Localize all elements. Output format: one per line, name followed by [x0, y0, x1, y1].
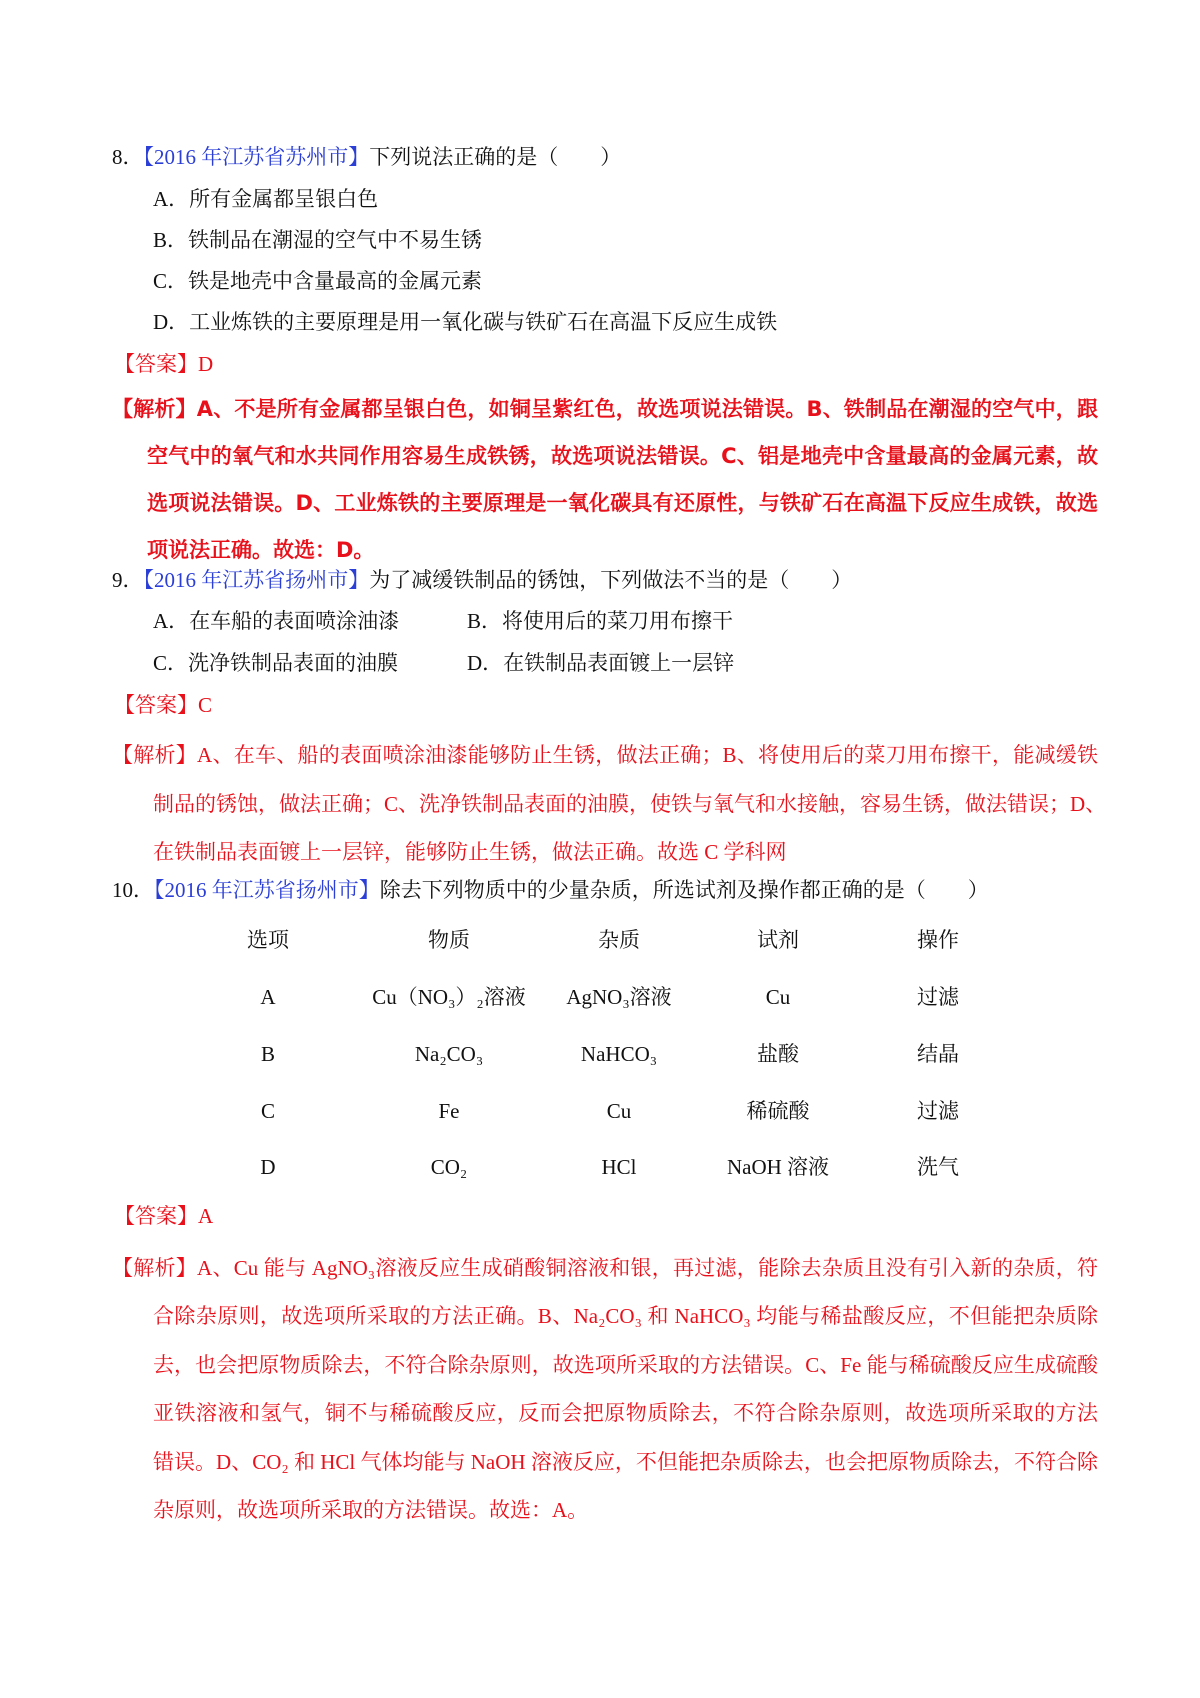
table-cell: CO₂ [430, 1155, 468, 1179]
table-header-cell: 操作 [917, 928, 959, 952]
question-9-option-a: A．在车船的表面喷涂油漆 [153, 609, 400, 633]
question-9-stem: 为了减缓铁制品的锈蚀，下列做法不当的是（ ） [369, 568, 853, 592]
table-header-cell: 试剂 [757, 928, 799, 952]
table-cell: AgNO₃溶液 [566, 985, 672, 1009]
question-8-option-c: C．铁是地壳中含量最高的金属元素 [153, 269, 483, 293]
question-10-stem: 除去下列物质中的少量杂质，所选试剂及操作都正确的是（ ） [379, 878, 989, 902]
question-8-stem: 下列说法正确的是（ ） [369, 145, 622, 169]
table-cell: 洗气 [917, 1155, 959, 1179]
question-10-analysis-line-6: 杂原则，故选项所采取的方法错误。故选：A。 [153, 1498, 589, 1522]
question-10-answer: 【答案】A [114, 1204, 214, 1228]
question-8-number: 8． [112, 145, 144, 169]
table-cell: 稀硫酸 [746, 1099, 810, 1123]
table-cell: HCl [601, 1155, 637, 1179]
table-cell: 结晶 [917, 1042, 959, 1066]
table-cell: Cu [765, 985, 791, 1009]
question-8-source: 【2016 年江苏省苏州市】 [143, 145, 370, 169]
question-8-analysis-line-4: 项说法正确。故选：D。 [147, 538, 375, 562]
table-row [0, 1139, 1200, 1196]
table-cell: Cu（NO₃）₂溶液 [372, 985, 526, 1009]
question-9-option-b: B．将使用后的菜刀用布擦干 [467, 609, 734, 633]
table-row [0, 1083, 1200, 1140]
question-10-analysis-line-1: 【解析】A、Cu 能与 AgNO₃溶液反应生成硝酸铜溶液和银，再过滤，能除去杂质且没有引入新的杂质，符 [112, 1256, 1098, 1280]
question-8-answer: 【答案】D [114, 352, 214, 376]
table-header-cell: 选项 [247, 928, 289, 952]
table-cell: B [260, 1042, 275, 1066]
question-8-stem-line [112, 137, 621, 178]
question-9-number: 9． [112, 568, 144, 592]
question-8-analysis-line-3: 选项说法错误。D、工业炼铁的主要原理是一氧化碳具有还原性，与铁矿石在高温下反应生成铁，故选 [147, 491, 1098, 515]
question-10-analysis-line-3: 去，也会把原物质除去，不符合除杂原则，故选项所采取的方法错误。C、Fe 能与稀硫酸反应生成硫酸 [153, 1353, 1098, 1377]
table-cell: NaOH 溶液 [726, 1155, 830, 1179]
question-8-analysis-line-2: 空气中的氧气和水共同作用容易生成铁锈，故选项说法错误。C、铝是地壳中含量最高的金属元素，故 [147, 444, 1098, 468]
question-10-source: 【2016 年江苏省扬州市】 [154, 878, 380, 902]
question-10-analysis-line-2: 合除杂原则，故选项所采取的方法正确。B、Na₂CO₃ 和 NaHCO₃ 均能与稀盐酸反应，不但能把杂质除 [153, 1304, 1098, 1328]
table-header-cell: 物质 [428, 928, 470, 952]
table-cell: D [260, 1155, 276, 1179]
question-9-option-d: D．在铁制品表面镀上一层锌 [467, 651, 735, 675]
question-9-answer: 【答案】C [114, 693, 213, 717]
table-cell: Fe [438, 1099, 460, 1123]
question-9-analysis-line-1: 【解析】A、在车、船的表面喷涂油漆能够防止生锈，做法正确；B、将使用后的菜刀用布擦干，能减缓铁 [112, 743, 1098, 767]
table-cell: 过滤 [917, 1099, 959, 1123]
question-9-analysis-line-2: 制品的锈蚀，做法正确；C、洗净铁制品表面的油膜，使铁与氧气和水接触，容易生锈，做法错误；D、 [153, 792, 1107, 816]
table-header-row [0, 912, 1200, 969]
table-row [0, 969, 1200, 1026]
question-9-source: 【2016 年江苏省扬州市】 [143, 568, 370, 592]
question-10-analysis-line-5: 错误。D、CO₂ 和 HCl 气体均能与 NaOH 溶液反应，不但能把杂质除去，也会把原物质除去，不符合除 [153, 1450, 1098, 1474]
table-cell: Cu [606, 1099, 632, 1123]
question-9-option-c: C．洗净铁制品表面的油膜 [153, 651, 399, 675]
table-cell: 过滤 [917, 985, 959, 1009]
question-10-analysis-line-4: 亚铁溶液和氢气，铜不与稀硫酸反应，反而会把原物质除去，不符合除杂原则，故选项所采取的方法 [153, 1401, 1098, 1425]
table-cell: NaHCO₃ [580, 1042, 658, 1066]
question-10-stem-line [112, 869, 989, 911]
question-8-option-d: D．工业炼铁的主要原理是用一氧化碳与铁矿石在高温下反应生成铁 [153, 310, 778, 334]
table-cell: 盐酸 [757, 1042, 799, 1066]
question-9-analysis-line-3: 在铁制品表面镀上一层锌，能够防止生锈，做法正确。故选 C 学科网 [153, 840, 787, 864]
question-9-stem-line [112, 559, 852, 601]
question-10-number: 10． [112, 878, 154, 902]
question-8-option-a: A．所有金属都呈银白色 [153, 187, 379, 211]
question-8-analysis-line-1: 【解析】A、不是所有金属都呈银白色，如铜呈紫红色，故选项说法错误。B、铁制品在潮湿的空气中，跟 [112, 397, 1098, 421]
table-cell: A [260, 985, 276, 1009]
table-header-cell: 杂质 [598, 928, 640, 952]
question-8-option-b: B．铁制品在潮湿的空气中不易生锈 [153, 228, 483, 252]
table-row [0, 1026, 1200, 1083]
table-cell: Na₂CO₃ [414, 1042, 484, 1066]
table-cell: C [260, 1099, 275, 1123]
